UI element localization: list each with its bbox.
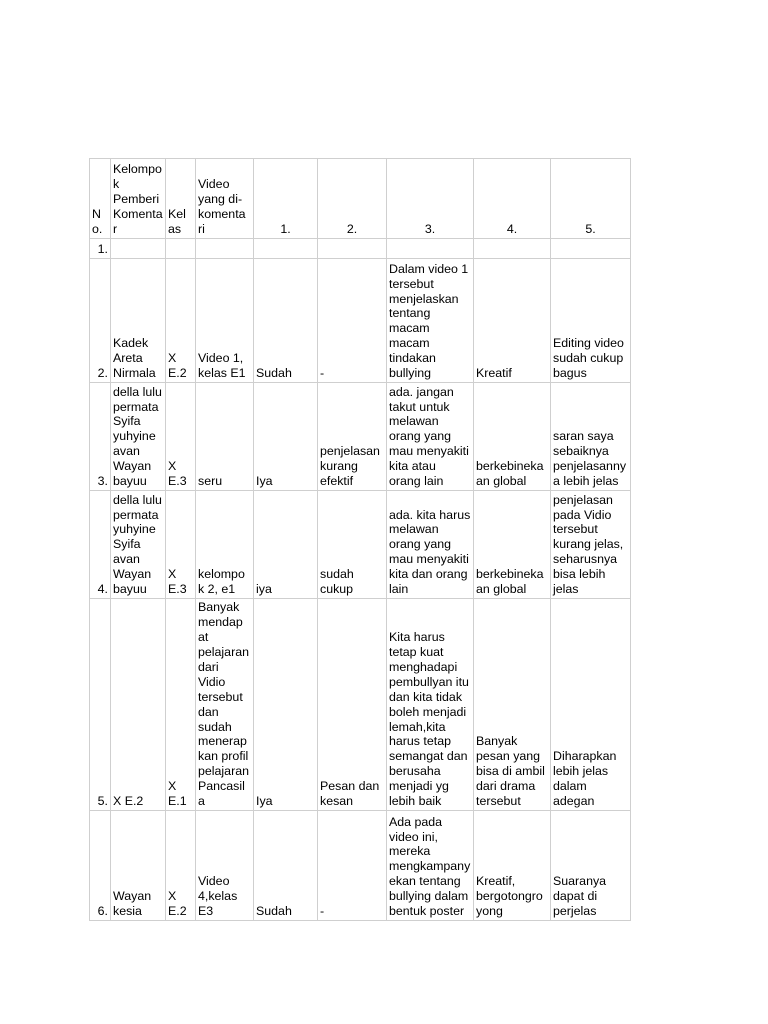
header-kelompok: Kelompo k Pemberi Komenta r: [111, 159, 166, 239]
table-row: [90, 383, 631, 491]
cell-q4: berkebineka an global: [474, 383, 551, 491]
cell-kelompok: Kadek Areta Nirmala: [111, 259, 166, 383]
cell-kelompok: X E.2: [111, 599, 166, 811]
cell-no: 3.: [90, 383, 111, 491]
cell-q2: penjelasan kurang efektif: [318, 383, 387, 491]
cell-kelas: X E.2: [166, 811, 196, 921]
cell-video: kelompo k 2, e1: [196, 491, 254, 599]
header-no: N o.: [90, 159, 111, 239]
cell-q4: [474, 239, 551, 259]
cell-q5: Diharapkan lebih jelas dalam adegan: [551, 599, 631, 811]
cell-q3: ada. jangan takut untuk melawan orang yang mau menyakiti kita atau orang lain: [387, 383, 474, 491]
cell-q3: Dalam video 1 tersebut menjelaskan tentang macam macam tindakan bullying: [387, 259, 474, 383]
header-q5: 5.: [551, 159, 631, 239]
header-q4: 4.: [474, 159, 551, 239]
cell-no: 2.: [90, 259, 111, 383]
cell-q3: ada. kita harus melawan orang yang mau menyakiti kita dan orang lain: [387, 491, 474, 599]
cell-q1: [254, 239, 318, 259]
cell-q5: saran saya sebaiknya penjelasanny a lebih jelas: [551, 383, 631, 491]
cell-video: Banyak mendap at pelajaran dari Vidio tersebut dan sudah menerap kan profil pelajaran Pancasil a: [196, 599, 254, 811]
cell-q5: [551, 239, 631, 259]
cell-no: 1.: [90, 239, 111, 259]
cell-kelompok: della lulu permata Syifa yuhyine avan Wayan bayuu: [111, 383, 166, 491]
table-row: [90, 239, 631, 259]
cell-q1: iya: [254, 491, 318, 599]
comment-table: [89, 158, 631, 921]
cell-q1: Iya: [254, 383, 318, 491]
cell-q5: Editing video sudah cukup bagus: [551, 259, 631, 383]
header-q3: 3.: [387, 159, 474, 239]
cell-q4: berkebineka an global: [474, 491, 551, 599]
cell-q5: Suaranya dapat di perjelas: [551, 811, 631, 921]
cell-q2: -: [318, 811, 387, 921]
cell-q2: -: [318, 259, 387, 383]
cell-no: 4.: [90, 491, 111, 599]
cell-q2: [318, 239, 387, 259]
cell-kelompok: Wayan kesia: [111, 811, 166, 921]
cell-q4: Banyak pesan yang bisa di ambil dari drama tersebut: [474, 599, 551, 811]
cell-q3: Kita harus tetap kuat menghadapi pembullyan itu dan kita tidak boleh menjadi lemah,kita harus tetap semangat dan berusaha menjadi yg lebih baik: [387, 599, 474, 811]
cell-video: Video 1, kelas E1: [196, 259, 254, 383]
cell-q3: Ada pada video ini, mereka mengkampany ekan tentang bullying dalam bentuk poster: [387, 811, 474, 921]
cell-no: 6.: [90, 811, 111, 921]
header-q1: 1.: [254, 159, 318, 239]
table-row: [90, 259, 631, 383]
header-video: Video yang di- komenta ri: [196, 159, 254, 239]
cell-q5: penjelasan pada Vidio tersebut kurang jelas, seharusnya bisa lebih jelas: [551, 491, 631, 599]
cell-kelas: X E.3: [166, 491, 196, 599]
cell-kelompok: [111, 239, 166, 259]
cell-q4: Kreatif: [474, 259, 551, 383]
cell-no: 5.: [90, 599, 111, 811]
header-q2: 2.: [318, 159, 387, 239]
table-row: [90, 599, 631, 811]
cell-q2: sudah cukup: [318, 491, 387, 599]
header-row: [90, 159, 631, 239]
cell-kelas: [166, 239, 196, 259]
cell-q4: Kreatif, bergotongro yong: [474, 811, 551, 921]
cell-kelompok: della lulu permata yuhyine Syifa avan Wayan bayuu: [111, 491, 166, 599]
cell-kelas: X E.2: [166, 259, 196, 383]
cell-video: Video 4,kelas E3: [196, 811, 254, 921]
table-row: [90, 491, 631, 599]
header-kelas: Kel as: [166, 159, 196, 239]
cell-kelas: X E.3: [166, 383, 196, 491]
cell-q1: Iya: [254, 599, 318, 811]
cell-q2: Pesan dan kesan: [318, 599, 387, 811]
cell-video: [196, 239, 254, 259]
cell-video: seru: [196, 383, 254, 491]
table-row: [90, 811, 631, 921]
cell-q1: Sudah: [254, 811, 318, 921]
cell-q3: [387, 239, 474, 259]
cell-kelas: X E.1: [166, 599, 196, 811]
cell-q1: Sudah: [254, 259, 318, 383]
